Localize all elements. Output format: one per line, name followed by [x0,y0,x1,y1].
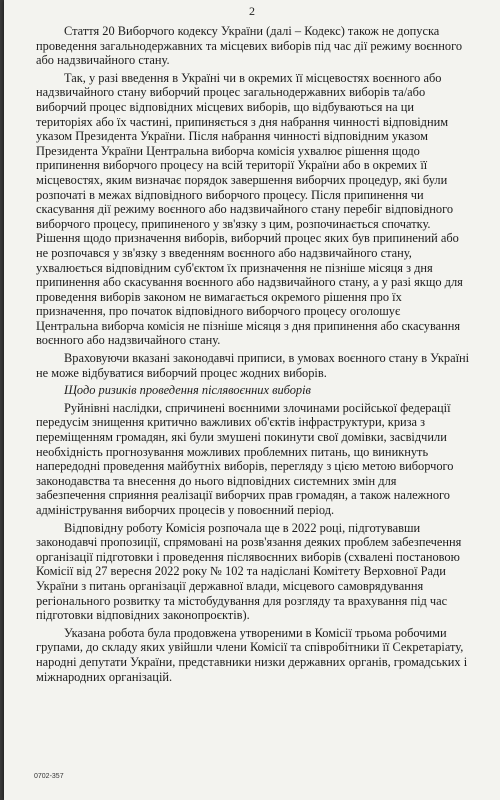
section-heading [36,383,500,398]
text-line: законодавства та внесення до нього відповідних системних змін для [36,473,397,488]
text-line: переміщенням громадян, які були змушені покинути свої домівки, засвідчили [36,430,447,445]
paragraph [36,351,500,380]
text-line: надзвичайного стану виборчий процес загальнодержавних виборів та/або [36,85,426,100]
text-line: не може відбуватися виборчий процес жодних виборів. [36,365,327,380]
text-line: виборчий процес відповідних місцевих виборів, що відбуваються на ци [36,99,415,114]
text-line: України з питань організації державної влади, місцевого самоврядування [36,578,424,593]
text-line: або надзвичайного стану. [36,53,170,68]
text-line: міжнародних організацій. [36,669,173,684]
text-line: припинення виборчого процесу на всій території України або в окремих її [36,158,428,173]
text-line: організації підготовки і проведення післявоєнних виборів (схвалені постановою [36,549,460,564]
text-line: передусім знищення критично важливих об'єктів інфраструктури, криза з [36,415,426,430]
text-line: Руйнівні наслідки, спричинені воєнними злочинами російської федерації [64,400,451,415]
text-line: Стаття 20 Виборчого кодексу України (далі – Кодекс) також не допуска [64,24,440,38]
text-line: Комісії від 27 вересня 2022 року № 102 та надіслані Комітету Верховної Ради [36,564,446,579]
text-line: підготовки відповідних законопроєктів). [36,608,250,623]
text-line: групами, до складу яких увійшли члени Комісії та співробітники її Секретаріату, [36,640,464,655]
paragraph [36,71,500,348]
text-line: Указана робота була продовжена утвореними в Комісії трьома робочими [64,625,447,640]
text-line: територіях або їх частині, припиняється з дня набрання чинності відповідним [36,114,449,129]
text-line: Так, у разі введення в Україні чи в окремих її місцевостях воєнного або [64,70,442,85]
text-line: регіонального розвитку та містобудування для розгляду та врахування під час [36,593,448,608]
text-line: проведення виборів законом не вимагається окремого рішення про їх [36,289,402,304]
document-code: 0702-357 [34,773,64,780]
text-line: указом Президента України. Після набрання чинності відповідним указом [36,129,428,144]
paragraph [36,401,500,518]
page-number: 2 [249,4,255,18]
text-line: Президента України Центральна виборча комісія ухвалює рішення щодо [36,143,420,158]
text-line: ухвалюється відповідним суб'єктом їх призначення не пізніше місяця з дня [36,260,433,275]
text-line: народні депутати України, представники низки державних органів, громадських і [36,654,468,669]
text-line: Рішення щодо призначення виборів, виборчий процес яких був припинений або [36,231,459,246]
text-line: законодавчі пропозиції, спрямовані на розв'язання деяких проблем забезпечення [36,535,462,550]
text-line: проведення загальнодержавних та місцевих виборів під час дії режиму воєнного [36,38,463,53]
text-line: необхідність прогнозування можливих проблемних питань, що виникнуть [36,444,429,459]
paragraph [36,626,500,684]
text-line: Враховуючи вказані законодавчі приписи, в умовах воєнного стану в Україні [64,351,470,366]
paragraph [36,24,500,68]
document-page [4,0,500,800]
text-line: Центральна виборча комісія не пізніше місяця з дня припинення або скасування [36,318,461,333]
text-line: виборчого процесу, припиненого у зв'язку з цим, розпочинається спочатку. [36,216,431,231]
document-body [36,24,500,687]
text-line: припинення або скасування воєнного або надзвичайного стану, а у разі якщо для [36,275,463,290]
text-line: воєнного або надзвичайного стану. [36,333,221,348]
text-line: не розпочався у зв'язку з введенням воєнного або надзвичайного стану, [36,245,412,260]
text-line: розпочаті в межах відповідного виборчого процесу. Після припинення чи [36,187,424,202]
text-line: адміністрування виборчих процесів у повоєнний період. [36,503,335,517]
text-line: Щодо ризиків проведення післявоєнних виборів [64,383,311,398]
text-line: Відповідну роботу Комісія розпочала ще в 2022 році, підготувавши [64,520,421,535]
text-line: призначення, про початок відповідного виборчого процесу оголошує [36,304,401,319]
text-line: забезпечення сприяння реалізації виборчих прав громадян, а також належного [36,488,450,503]
text-line: скасування дії режиму воєнного або надзвичайного стану перебіг відповідного [36,202,454,217]
paragraph [36,521,500,623]
text-line: місцевостях, яким визначає порядок завершення виборчих процедур, які були [36,172,448,187]
text-line: напередодні проведення майбутніх виборів, перегляду з цією метою виборчого [36,459,454,474]
